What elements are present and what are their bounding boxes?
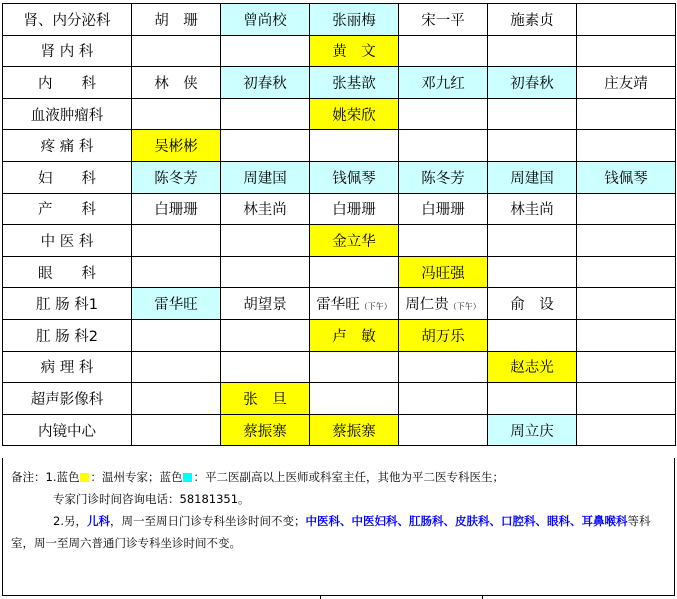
doctor-cell — [221, 67, 310, 99]
doctor-name: 蔡振寨 — [332, 423, 376, 440]
doctor-cell — [310, 288, 399, 320]
doctor-name: 周建国 — [243, 170, 287, 187]
doctor-name: 冯旺强 — [421, 265, 465, 282]
doctor-name: 周立庆 — [510, 423, 554, 440]
doctor-cell — [132, 193, 221, 225]
doctor-name: 钱佩琴 — [604, 170, 648, 187]
note-text: ：温州专家；蓝色 — [90, 470, 183, 484]
department-label: 中 医 科 — [3, 225, 132, 257]
doctor-name: 初春秋 — [510, 75, 554, 92]
doctor-cell — [132, 130, 221, 162]
doctor-cell — [399, 319, 488, 351]
empty-cell — [577, 414, 676, 446]
empty-cell — [488, 35, 577, 67]
empty-cell — [399, 98, 488, 130]
doctor-name: 蔡振寨 — [243, 423, 287, 440]
doctor-cell — [221, 414, 310, 446]
doctor-cell — [488, 193, 577, 225]
doctor-name: 庄友靖 — [604, 75, 648, 92]
department-label: 肾 内 科 — [3, 35, 132, 67]
doctor-cell — [132, 288, 221, 320]
empty-cell — [221, 35, 310, 67]
schedule-row — [3, 35, 676, 67]
schedule-row — [3, 161, 676, 193]
empty-cell — [221, 130, 310, 162]
empty-cell — [132, 414, 221, 446]
doctor-name: 白珊珊 — [332, 202, 376, 219]
schedule-row — [3, 288, 676, 320]
department-label: 超声影像科 — [3, 383, 132, 415]
doctor-name: 林圭尚 — [510, 202, 554, 219]
schedule-body — [3, 4, 676, 446]
schedule-row — [3, 130, 676, 162]
pediatrics-highlight: 儿科 — [86, 514, 110, 528]
doctor-name: 林圭尚 — [243, 202, 287, 219]
schedule-row — [3, 193, 676, 225]
doctor-cell — [132, 67, 221, 99]
doctor-cell — [132, 161, 221, 193]
department-label: 内镜中心 — [3, 414, 132, 446]
schedule-table — [2, 3, 676, 446]
note-text: ：平二医副高以上医师或科室主任，其他为平二医专科医生； — [193, 470, 504, 484]
doctor-cell — [310, 225, 399, 257]
empty-cell — [221, 319, 310, 351]
note-text: 等科室，周一至周六普通门诊专科坐诊时间不变。 — [11, 514, 651, 550]
empty-cell — [221, 256, 310, 288]
doctor-cell — [310, 35, 399, 67]
doctor-cell — [399, 256, 488, 288]
doctor-name: 周建国 — [510, 170, 554, 187]
schedule-row — [3, 383, 676, 415]
doctor-cell — [310, 4, 399, 36]
department-label: 内 科 — [3, 67, 132, 99]
empty-cell — [577, 225, 676, 257]
empty-cell — [577, 98, 676, 130]
schedule-row — [3, 98, 676, 130]
doctor-name: 吴彬彬 — [154, 139, 198, 156]
empty-cell — [577, 4, 676, 36]
empty-cell — [132, 319, 221, 351]
afternoon-note: （下午） — [448, 302, 481, 312]
empty-cell — [488, 225, 577, 257]
schedule-row — [3, 225, 676, 257]
doctor-cell — [399, 288, 488, 320]
doctor-name: 卢 敏 — [332, 328, 376, 345]
doctor-name: 白珊珊 — [154, 202, 198, 219]
doctor-cell — [310, 161, 399, 193]
department-label: 肾、内分泌科 — [3, 4, 132, 36]
empty-cell — [132, 225, 221, 257]
empty-cell — [577, 256, 676, 288]
empty-cell — [488, 130, 577, 162]
doctor-cell — [310, 319, 399, 351]
department-label: 产 科 — [3, 193, 132, 225]
empty-cell — [577, 193, 676, 225]
doctor-cell — [488, 288, 577, 320]
doctor-cell — [399, 67, 488, 99]
doctor-cell — [577, 161, 676, 193]
doctor-name: 金立华 — [332, 233, 376, 250]
doctor-name: 钱佩琴 — [332, 170, 376, 187]
note-line-2: 专家门诊时间咨询电话：58181351。 — [53, 492, 250, 506]
doctor-name: 雷华旺 — [316, 297, 360, 314]
doctor-name: 胡望景 — [243, 297, 287, 314]
empty-cell — [221, 98, 310, 130]
empty-cell — [310, 130, 399, 162]
empty-cell — [221, 225, 310, 257]
doctor-cell — [221, 4, 310, 36]
empty-cell — [488, 98, 577, 130]
note-line-3 — [11, 510, 671, 554]
schedule-row — [3, 319, 676, 351]
empty-cell — [577, 319, 676, 351]
empty-cell — [310, 383, 399, 415]
empty-cell — [399, 414, 488, 446]
schedule-row — [3, 351, 676, 383]
doctor-name: 雷华旺 — [154, 297, 198, 314]
yellow-swatch — [80, 473, 89, 482]
doctor-cell — [399, 193, 488, 225]
doctor-name: 张基歆 — [332, 75, 376, 92]
empty-cell — [132, 98, 221, 130]
empty-cell — [399, 130, 488, 162]
empty-cell — [577, 35, 676, 67]
doctor-name: 黄 文 — [332, 44, 376, 61]
department-label: 肛 肠 科2 — [3, 319, 132, 351]
doctor-cell — [488, 414, 577, 446]
department-label: 眼 科 — [3, 256, 132, 288]
doctor-name: 陈冬芳 — [421, 170, 465, 187]
doctor-name: 宋一平 — [421, 12, 465, 29]
department-label: 病 理 科 — [3, 351, 132, 383]
doctor-cell — [310, 193, 399, 225]
doctor-name: 曾尚校 — [243, 12, 287, 29]
doctor-name: 施素贞 — [510, 12, 554, 29]
afternoon-note: （下午） — [359, 302, 392, 312]
doctor-cell — [488, 351, 577, 383]
doctor-cell — [221, 193, 310, 225]
doctor-name: 初春秋 — [243, 75, 287, 92]
department-label: 疼 痛 科 — [3, 130, 132, 162]
doctor-cell — [310, 414, 399, 446]
doctor-cell — [399, 4, 488, 36]
doctor-name: 陈冬芳 — [154, 170, 198, 187]
doctor-name: 俞 设 — [510, 297, 554, 314]
departments-highlight: 中医科、中医妇科、肛肠科、皮肤科、口腔科、眼科、耳鼻喉科 — [305, 514, 628, 528]
empty-cell — [132, 351, 221, 383]
doctor-cell — [399, 161, 488, 193]
cyan-swatch — [183, 473, 192, 482]
doctor-cell — [488, 161, 577, 193]
department-label: 肛 肠 科1 — [3, 288, 132, 320]
doctor-cell — [132, 4, 221, 36]
empty-cell — [577, 130, 676, 162]
empty-cell — [399, 351, 488, 383]
department-label: 血液肿瘤科 — [3, 98, 132, 130]
note-text: 2.另， — [53, 514, 87, 528]
schedule-row — [3, 67, 676, 99]
note-text: 备注：1.蓝色 — [11, 470, 80, 484]
empty-cell — [399, 35, 488, 67]
doctor-cell — [577, 67, 676, 99]
doctor-name: 赵志光 — [510, 360, 554, 377]
empty-cell — [132, 256, 221, 288]
empty-cell — [310, 256, 399, 288]
empty-cell — [399, 225, 488, 257]
note-text: ，周一至周日门诊专科坐诊时间不变； — [109, 514, 306, 528]
doctor-name: 白珊珊 — [421, 202, 465, 219]
doctor-name: 张 旦 — [243, 391, 287, 408]
doctor-cell — [310, 67, 399, 99]
notes-box — [2, 458, 675, 596]
empty-cell — [488, 383, 577, 415]
empty-cell — [132, 35, 221, 67]
doctor-cell — [310, 98, 399, 130]
empty-cell — [488, 256, 577, 288]
doctor-name: 胡 珊 — [154, 12, 198, 29]
empty-cell — [221, 351, 310, 383]
doctor-name: 邓九红 — [421, 75, 465, 92]
doctor-cell — [488, 67, 577, 99]
empty-cell — [399, 383, 488, 415]
empty-cell — [132, 383, 221, 415]
doctor-cell — [221, 383, 310, 415]
department-label: 妇 科 — [3, 161, 132, 193]
doctor-name: 林 侠 — [154, 75, 198, 92]
doctor-cell — [221, 161, 310, 193]
empty-cell — [310, 351, 399, 383]
schedule-row — [3, 4, 676, 36]
doctor-name: 周仁贵 — [405, 297, 449, 314]
doctor-name: 张丽梅 — [332, 12, 376, 29]
empty-cell — [488, 319, 577, 351]
note-line-1 — [11, 466, 504, 488]
doctor-cell — [488, 4, 577, 36]
doctor-name: 胡万乐 — [421, 328, 465, 345]
empty-cell — [577, 288, 676, 320]
schedule-row — [3, 256, 676, 288]
doctor-cell — [221, 288, 310, 320]
empty-cell — [577, 351, 676, 383]
doctor-name: 姚荣欣 — [332, 107, 376, 124]
empty-cell — [577, 383, 676, 415]
schedule-row — [3, 414, 676, 446]
